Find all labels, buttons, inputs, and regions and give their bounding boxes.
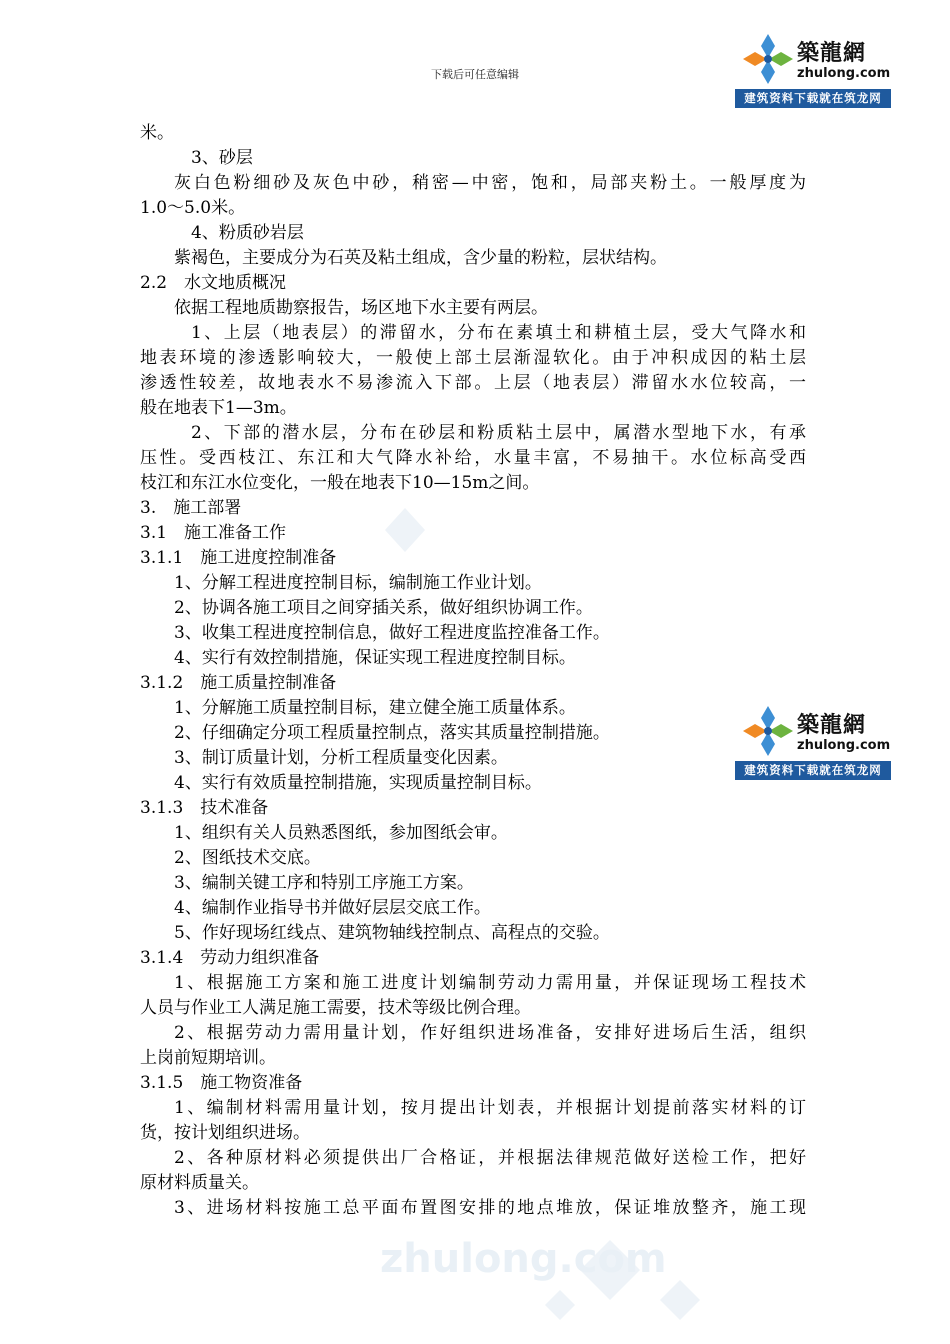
text-line: 货，按计划组织进场。 [140, 1123, 310, 1143]
text-line: 压性。受西枝江、东江和大气降水补给，水量丰富，不易抽干。水位标高受西 [140, 448, 806, 468]
text-line: 3、编制关键工序和特别工序施工方案。 [174, 873, 474, 893]
section-heading: 3.1.3 技术准备 [140, 798, 269, 818]
text-line: 1、上层（地表层）的滞留水，分布在素填土和耕植土层，受大气降水和 [191, 323, 806, 343]
text-line: 1、分解施工质量控制目标，建立健全施工质量体系。 [174, 698, 576, 718]
text-line: 渗透性较差，故地表水不易渗流入下部。上层（地表层）滞留水水位较高，一 [140, 373, 806, 393]
text-line: 4、实行有效质量控制措施，实现质量控制目标。 [174, 773, 542, 793]
logo-slogan: 建筑资料下载就在筑龙网 [735, 89, 891, 108]
text-line: 4、实行有效控制措施，保证实现工程进度控制目标。 [174, 648, 576, 668]
text-line: 般在地表下1—3m。 [140, 398, 297, 418]
text-line: 地表环境的渗透影响较大，一般使上部土层渐湿软化。由于冲积成因的粘土层 [140, 348, 806, 368]
text-line: 2、仔细确定分项工程质量控制点，落实其质量控制措施。 [174, 723, 610, 743]
text-line: 2、协调各施工项目之间穿插关系，做好组织协调工作。 [174, 598, 593, 618]
text-line: 1.0～5.0米。 [140, 198, 246, 218]
text-line: 2、根据劳动力需用量计划，作好组织进场准备，安排好进场后生活，组织 [174, 1023, 806, 1043]
text-line: 1、根据施工方案和施工进度计划编制劳动力需用量，并保证现场工程技术 [174, 973, 806, 993]
section-heading: 2.2 水文地质概况 [140, 273, 287, 293]
text-line: 紫褐色，主要成分为石英及粘土组成，含少量的粉粒，层状结构。 [174, 248, 667, 268]
text-line: 2、图纸技术交底。 [174, 848, 321, 868]
section-heading: 3.1.5 施工物资准备 [140, 1073, 303, 1093]
logo-slogan: 建筑资料下载就在筑龙网 [735, 761, 891, 780]
text-line: 1、编制材料需用量计划，按月提出计划表，并根据计划提前落实材料的订 [174, 1098, 806, 1118]
text-line: 灰白色粉细砂及灰色中砂，稍密—中密，饱和，局部夹粉土。一般厚度为 [174, 173, 806, 193]
text-line: 依据工程地质勘察报告，场区地下水主要有两层。 [174, 298, 548, 318]
zhulong-watermark: zhulong.com [380, 1236, 667, 1282]
header-note: 下载后可任意编辑 [431, 68, 519, 81]
text-line: 2、各种原材料必须提供出厂合格证，并根据法律规范做好送检工作，把好 [174, 1148, 806, 1168]
text-line: 3、砂层 [191, 148, 253, 168]
text-line: 1、分解工程进度控制目标，编制施工作业计划。 [174, 573, 542, 593]
text-line: 枝江和东江水位变化，一般在地表下10—15m之间。 [140, 473, 540, 493]
section-heading: 3.1.4 劳动力组织准备 [140, 948, 320, 968]
text-line: 3、收集工程进度控制信息，做好工程进度监控准备工作。 [174, 623, 610, 643]
section-heading: 3.1.1 施工进度控制准备 [140, 548, 337, 568]
logo-cn: 築龍網 [797, 713, 867, 738]
text-line: 3、制订质量计划，分析工程质量变化因素。 [174, 748, 508, 768]
section-heading: 3.1.2 施工质量控制准备 [140, 673, 337, 693]
text-line: 原材料质量关。 [140, 1173, 259, 1193]
text-line: 4、粉质砂岩层 [191, 223, 304, 243]
text-line: 5、作好现场红线点、建筑物轴线控制点、高程点的交验。 [174, 923, 610, 943]
text-line: 米。 [140, 123, 174, 143]
logo-en: zhulong.com [797, 738, 891, 753]
logo-cn: 築龍網 [797, 41, 867, 66]
text-line: 4、编制作业指导书并做好层层交底工作。 [174, 898, 491, 918]
section-heading: 3.1 施工准备工作 [140, 523, 287, 543]
text-line: 1、组织有关人员熟悉图纸，参加图纸会审。 [174, 823, 508, 843]
text-line: 2、下部的潜水层，分布在砂层和粉质粘土层中，属潜水型地下水，有承 [191, 423, 806, 443]
text-line: 人员与作业工人满足施工需要，技术等级比例合理。 [140, 998, 531, 1018]
text-line: 上岗前短期培训。 [140, 1048, 276, 1068]
logo-en: zhulong.com [797, 66, 891, 81]
section-heading: 3. 施工部署 [140, 498, 242, 518]
document-body [140, 121, 806, 1221]
text-line: 3、进场材料按施工总平面布置图安排的地点堆放，保证堆放整齐，施工现 [174, 1198, 806, 1218]
